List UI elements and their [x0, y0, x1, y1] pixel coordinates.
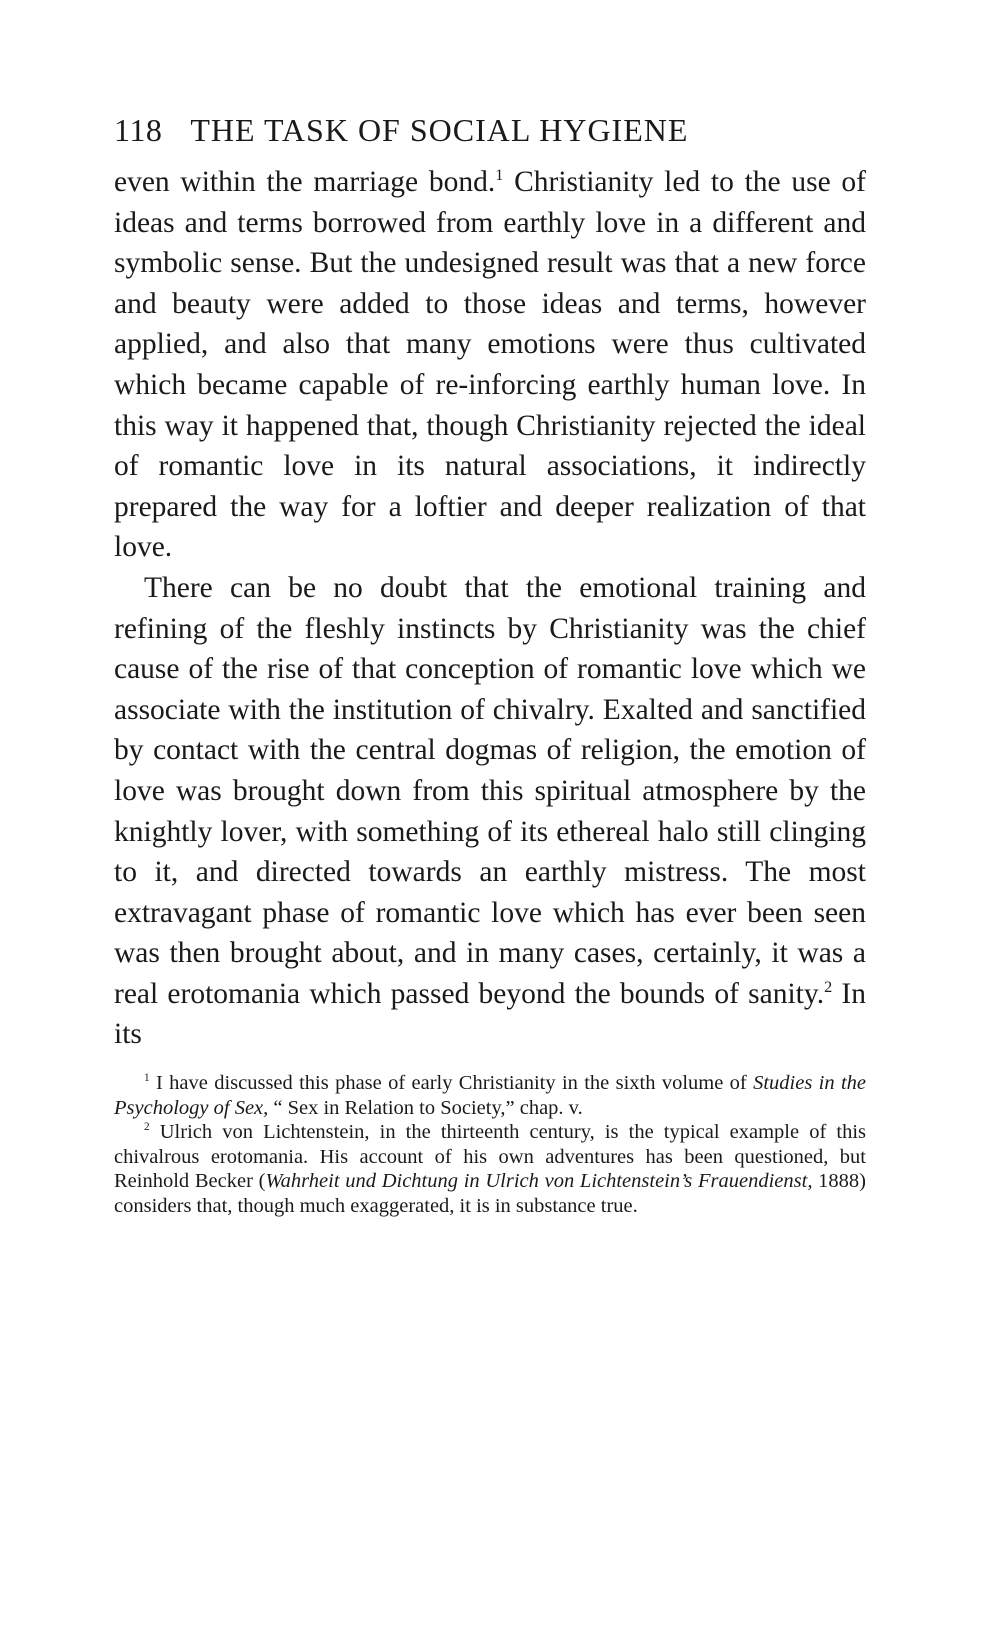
footnote-reference: 2 — [824, 978, 833, 997]
paragraph — [114, 568, 866, 1055]
page-number: 118 — [114, 112, 163, 148]
footnote-text: I have discussed this phase of early Christianity in the sixth volume of — [149, 1072, 754, 1095]
book-page — [114, 112, 866, 1218]
footnote-text: Ulrich von Lichtenstein, in the thirteenth century, is the typical example of this chivalrous erotomania. His account of his own adventures has been questioned, but Reinhold Becker ( — [114, 1121, 866, 1193]
paragraph-text: even within the marriage bond. — [114, 166, 496, 198]
footnote-italic-title: Wahrheit und Dichtung in Ulrich von Lichtenstein’s Frauendienst, — [265, 1170, 813, 1193]
paragraph-text: Christianity led to the use of ideas and terms borrowed from earthly love in a different and symbolic sense. But the undesigned result was that a new force and beauty were added to those ideas and terms, however applied, and also that many emotions were thus cultivated which became capable of re-inforcing earthly human love. In this way it happened that, though Christianity rejected the ideal of romantic love in its natural associations, it indirectly prepared the way for a loftier and deeper realization of that love. — [114, 166, 866, 564]
footnote-reference: 1 — [495, 166, 504, 185]
footnote — [114, 1071, 866, 1120]
footnote-text: “ Sex in Relation to Society,” chap. v. — [268, 1096, 583, 1119]
paragraph — [114, 162, 866, 568]
footnote-mark: 1 — [144, 1072, 150, 1085]
paragraph-text: In its — [114, 977, 866, 1051]
running-head — [114, 112, 866, 160]
footnotes — [114, 1071, 866, 1218]
body-text — [114, 162, 866, 1055]
running-title: THE TASK OF SOCIAL HYGIENE — [190, 112, 689, 148]
paragraph-text: There can be no doubt that the emotional training and refining of the fleshly instincts by Christianity was the chief cause of the rise of that conception of romantic love which we associate with the institution of chivalry. Exalted and sanctified by contact with the central dogmas of religion, the emotion of love was brought down from this spiritual atmosphere by the knightly lover, with something of its ethereal halo still clinging to it, and directed towards an earthly mistress. The most extravagant phase of romantic love which has ever been seen was then brought about, and in many cases, certainly, it was a real erotomania which passed beyond the bounds of sanity. — [114, 571, 866, 1010]
footnote-text: 1888) considers that, though much exaggerated, it is in substance true. — [114, 1170, 866, 1217]
footnote — [114, 1120, 866, 1218]
footnote-italic-title: Studies in the Psychology of Sex, — [114, 1072, 866, 1119]
footnote-mark: 2 — [144, 1121, 150, 1134]
